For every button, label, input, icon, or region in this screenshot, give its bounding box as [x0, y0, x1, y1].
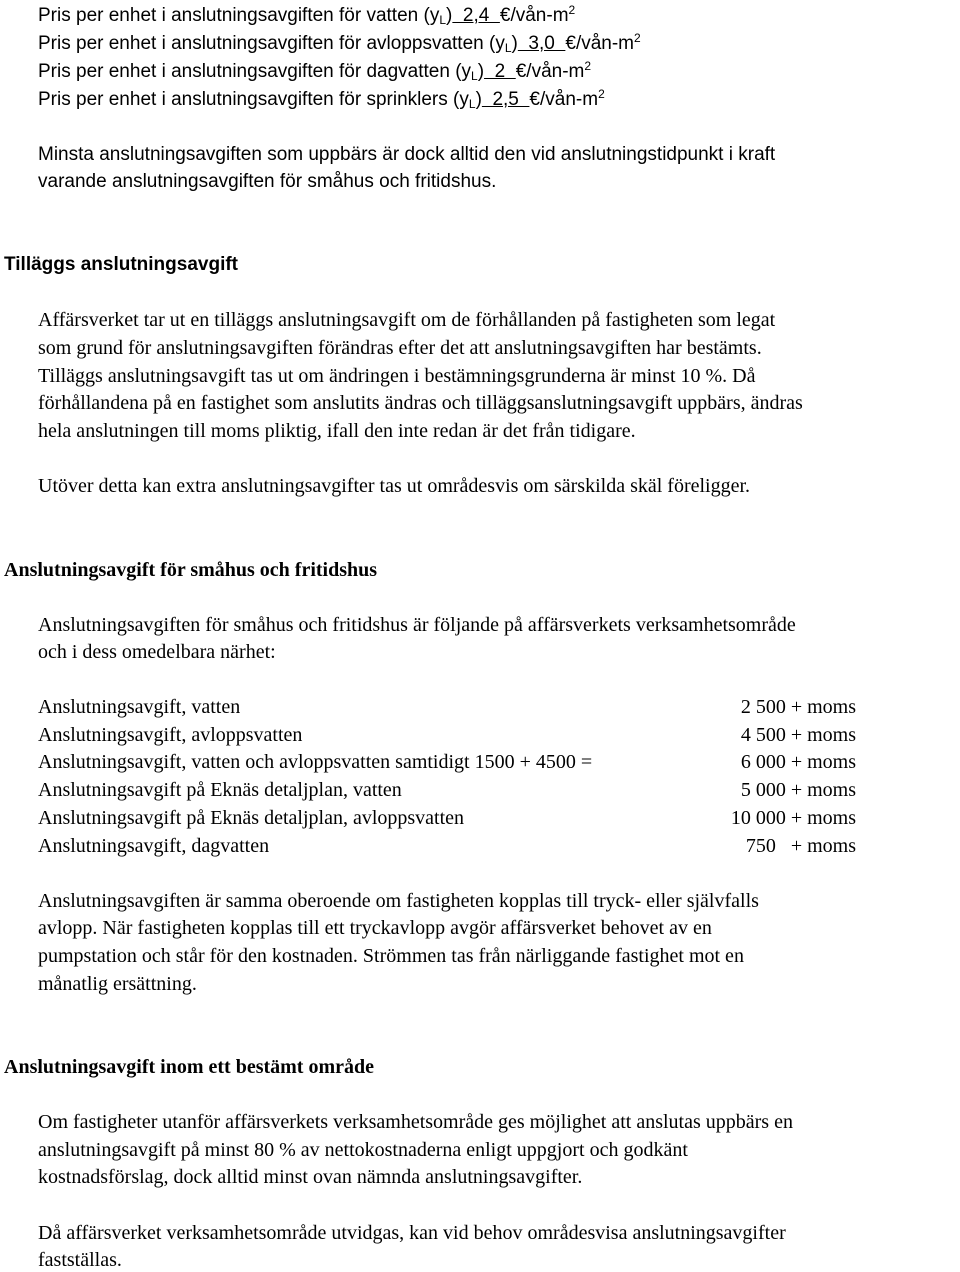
paragraph-line: Anslutningsavgiften är samma oberoende om fastigheten kopplas till tryck- eller självfalls — [38, 890, 759, 912]
fee-amount: 4 500 + moms — [740, 724, 856, 746]
price-line-water: Pris per enhet i anslutningsavgiften för vatten $(y_L)$ 2,4 $€/vån-m^2$ — [38, 3, 576, 27]
fee-label: Anslutningsavgift, avloppsvatten — [38, 724, 303, 746]
price-value: 2,4 — [452, 5, 500, 26]
fee-label: Anslutningsavgift, vatten och avloppsvatten samtidigt 1500 + 4500 = — [38, 751, 593, 773]
paragraph-line: hela anslutningen till moms pliktig, ifall den inte redan är det från tidigare. — [38, 420, 636, 442]
fee-amount: 2 500 + moms — [740, 696, 856, 718]
paragraph-line: månatlig ersättning. — [38, 973, 197, 995]
fee-row — [38, 778, 856, 804]
fee-amount: 750 + moms — [745, 835, 856, 857]
fee-label: Anslutningsavgift på Eknäs detaljplan, avloppsvatten — [38, 807, 465, 829]
section-heading: Anslutningsavgift inom ett bestämt område — [4, 1056, 374, 1078]
paragraph-line: avlopp. När fastigheten kopplas till ett tryckavlopp avgör affärsverket behovet av en — [38, 917, 712, 939]
paragraph-line: och i dess omedelbara närhet: — [38, 641, 276, 663]
paragraph-line: anslutningsavgift på minst 80 % av nettokostnaderna enligt uppgjort och godkänt — [38, 1139, 688, 1161]
price-value: 3,0 — [517, 33, 566, 54]
paragraph-line: Tilläggs anslutningsavgift tas ut om ändringen i bestämningsgrunderna är minst 10 %. Då — [38, 365, 756, 387]
minimum-note-line: varande anslutningsavgiften för småhus och fritidshus. — [38, 171, 497, 192]
paragraph-line: Utöver detta kan extra anslutningsavgifter tas ut områdesvis om särskilda skäl föreligger. — [38, 475, 751, 497]
price-line-sprinklers: Pris per enhet i anslutningsavgiften för sprinklers $(y_L)$ 2,5 $€/vån-m^2$ — [38, 87, 605, 111]
fee-label: Anslutningsavgift, vatten — [38, 696, 241, 718]
price-line-sewage: Pris per enhet i anslutningsavgiften för avloppsvatten $(y_L)$ 3,0 $€/vån-m^2$ — [38, 31, 641, 55]
price-line-stormwater: Pris per enhet i anslutningsavgiften för dagvatten $(y_L)$ 2 $€/vån-m^2$ — [38, 59, 592, 83]
fee-row — [38, 723, 856, 749]
price-value: 2,5 — [481, 89, 530, 110]
fee-row — [38, 834, 856, 860]
price-value: 2 — [484, 61, 516, 82]
fee-row — [38, 806, 856, 832]
minimum-note-line: Minsta anslutningsavgiften som uppbärs är dock alltid den vid anslutningstidpunkt i kraft — [38, 144, 776, 165]
paragraph-line: kostnadsförslag, dock alltid minst ovan nämnda anslutningsavgifter. — [38, 1166, 583, 1188]
paragraph-line: Då affärsverket verksamhetsområde utvidgas, kan vid behov områdesvisa anslutningsavgifter — [38, 1222, 786, 1244]
fee-amount: 10 000 + moms — [730, 807, 856, 829]
paragraph-line: pumpstation och står för den kostnaden. Strömmen tas från närliggande fastighet mot en — [38, 945, 744, 967]
paragraph-line: fastställas. — [38, 1249, 122, 1271]
paragraph-line: Om fastigheter utanför affärsverkets verksamhetsområde ges möjlighet att anslutas uppbärs en — [38, 1111, 793, 1133]
fee-label: Anslutningsavgift på Eknäs detaljplan, vatten — [38, 779, 402, 801]
paragraph-line: som grund för anslutningsavgiften förändras efter det att anslutningsavgiften har bestämts. — [38, 337, 762, 359]
fee-row — [38, 695, 856, 721]
fee-row — [38, 750, 856, 776]
fee-amount: 6 000 + moms — [740, 751, 856, 773]
section-heading: Anslutningsavgift för småhus och fritidshus — [4, 559, 378, 581]
section-heading: Tilläggs anslutningsavgift — [4, 254, 239, 275]
fee-label: Anslutningsavgift, dagvatten — [38, 835, 270, 857]
paragraph-line: förhållandena på en fastighet som anslutits ändras och tilläggsanslutningsavgift uppbärs, ändras — [38, 392, 803, 414]
paragraph-line: Affärsverket tar ut en tilläggs anslutningsavgift om de förhållanden på fastigheten som legat — [38, 309, 776, 331]
fee-amount: 5 000 + moms — [740, 779, 856, 801]
paragraph-line: Anslutningsavgiften för småhus och fritidshus är följande på affärsverkets verksamhetsområde — [38, 614, 796, 636]
